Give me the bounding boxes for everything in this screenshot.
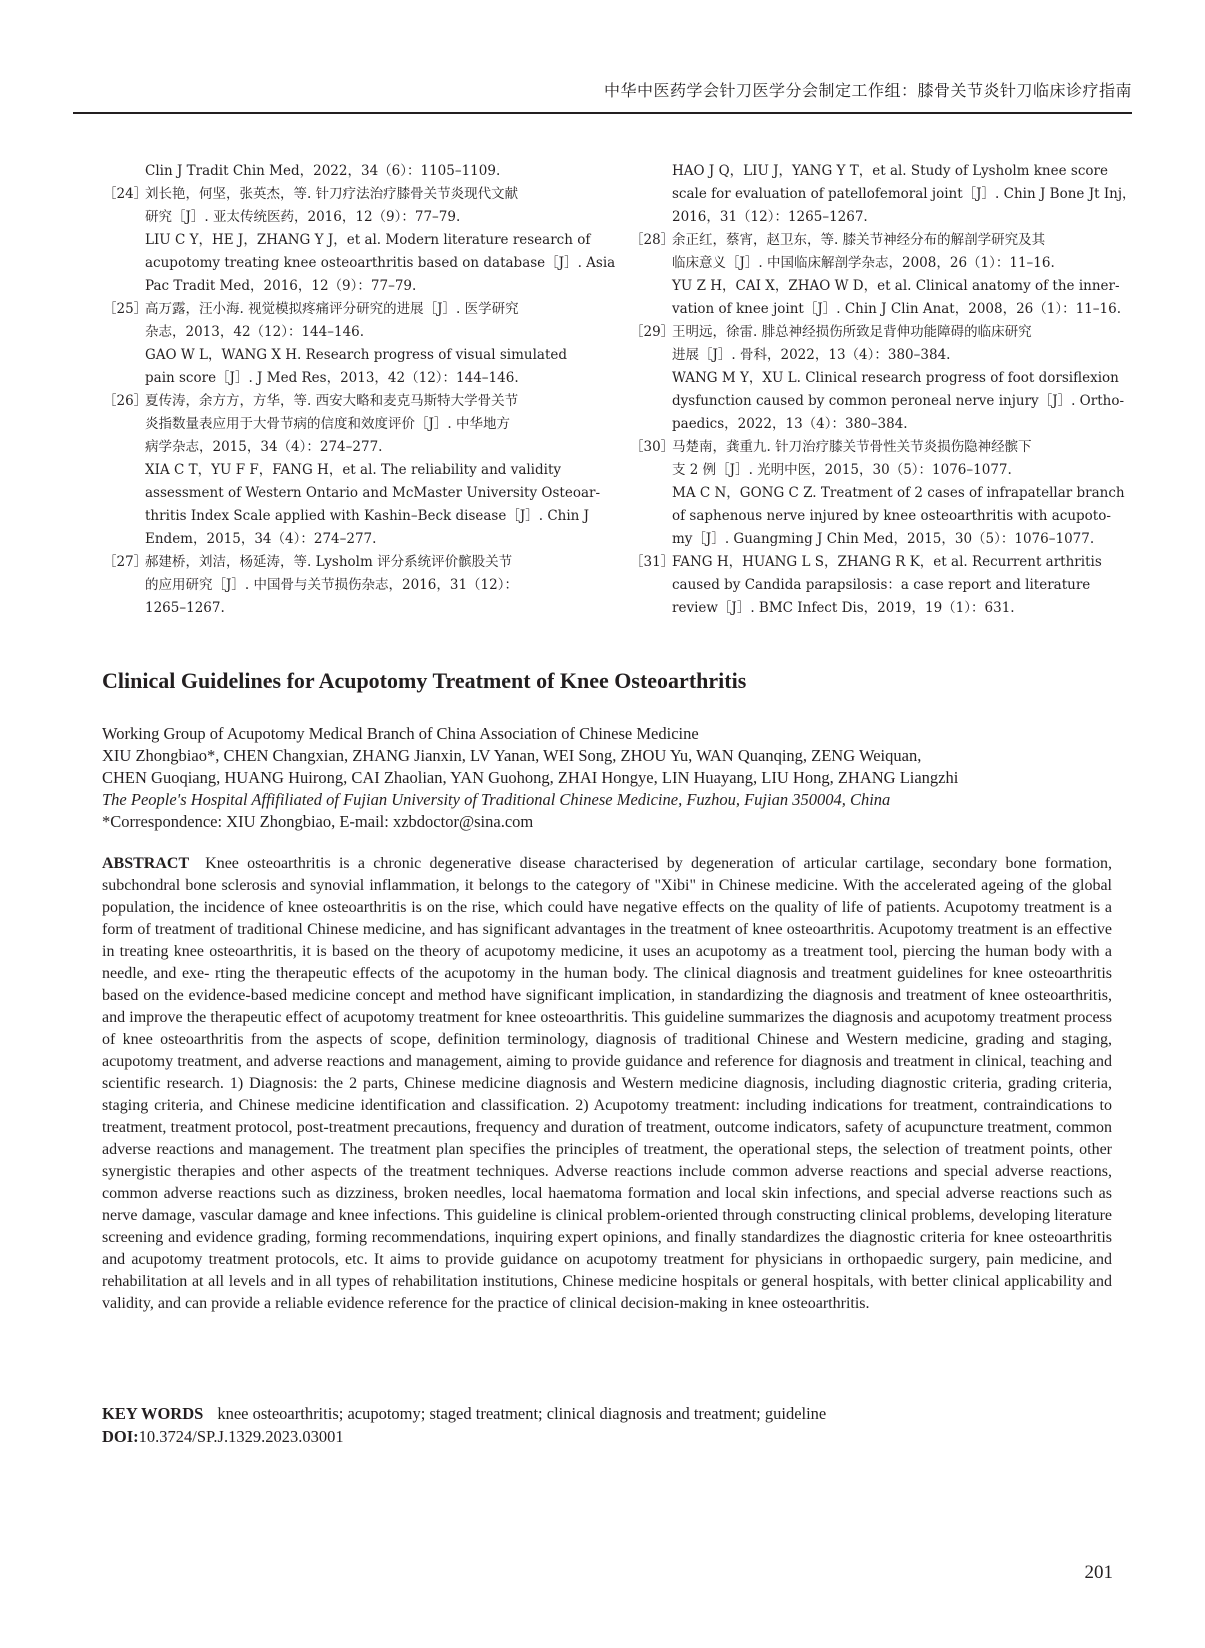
reference-line: Pac Tradit Med，2016，12（9）：77–79.	[145, 278, 417, 294]
reference-line: acupotomy treating knee osteoarthritis based on database［J］. Asia	[145, 255, 616, 271]
reference-line: 研究［J］. 亚太传统医药，2016，12（9）：77–79.	[145, 209, 461, 225]
reference-line: scale for evaluation of patellofemoral joint［J］. Chin J Bone Jt Inj，	[672, 186, 1136, 202]
reference-line: XIA C T，YU F F，FANG H，et al. The reliability and validity	[145, 462, 562, 478]
reference-line: 1265–1267.	[145, 600, 225, 616]
reference-line: assessment of Western Ontario and McMaster University Osteoar-	[145, 485, 601, 501]
article-front-matter	[102, 723, 1112, 833]
reference-continuation	[630, 160, 1136, 229]
reference-line: my［J］. Guangming J Chin Med，2015，30（5）：1076–1077.	[672, 531, 1095, 547]
reference-26	[103, 390, 601, 551]
reference-line: paedics，2022，13（4）：380–384.	[672, 416, 908, 432]
reference-line: 支 2 例［J］. 光明中医，2015，30（5）：1076–1077.	[672, 462, 1012, 478]
doi-label: DOI:	[102, 1427, 139, 1446]
keywords	[102, 1403, 826, 1425]
authors-line-1: XIU Zhongbiao*, CHEN Changxian, ZHANG Jianxin, LV Yanan, WEI Song, ZHOU Yu, WAN Quanqing, ZENG Weiquan,	[102, 746, 922, 765]
article-title: Clinical Guidelines for Acupotomy Treatment of Knee Osteoarthritis	[102, 668, 747, 693]
reference-line: thritis Index Scale applied with Kashin–Beck disease［J］. Chin J	[145, 508, 590, 524]
reference-number: ［29］	[630, 324, 675, 340]
working-group: Working Group of Acupotomy Medical Branch of China Association of Chinese Medicine	[102, 724, 699, 743]
reference-line: WANG M Y，XU L. Clinical research progress of foot dorsiflexion	[672, 370, 1119, 386]
abstract-text: Knee osteoarthritis is a chronic degenerative disease characterised by degeneration of articular cartilage, secondary bone formation, subchondral bone sclerosis and synovial inflammation, it belongs to the category of "Xibi" in Chinese medicine. With the accelerated ageing of the global population, the incidence of knee osteoarthritis is on the rise, which could have negative effects on the quality of life of patients. Acupotomy treatment is a form of treatment of traditional Chinese medicine, and has significant advantages in the treatment of knee osteoarthritis. Acupotomy treatment is an effective in treating knee osteoarthritis, it is based on the theory of acupotomy medicine, it uses an acupotomy as a treatment tool, piercing the human body with a needle, and exe- rting the therapeutic effects of the acupotomy in the human body. The clinical diagnosis and treatment guidelines for knee osteoarthritis based on the evidence-based medicine concept and method have significant implication, in standardizing the diagnosis and treatment of knee osteoarthritis, and improve the therapeutic effect of acupotomy treatment for knee osteoarthritis. This guideline summarizes the diagnosis and acupotomy treatment process of knee osteoarthritis from the aspects of scope, definition terminology, diagnosis of traditional Chinese and Western medicine, grading and staging, acupotomy treatment, and adverse reactions and management, aiming to provide guidance and reference for diagnosis and treatment in clinical, teaching and scientific research. 1) Diagnosis: the 2 parts, Chinese medicine diagnosis and Western medicine diagnosis, including diagnostic criteria, grading criteria, staging criteria, and Chinese medicine identification and classification. 2) Acupotomy treatment: including indications for treatment, contraindications to treatment, treatment protocol, post-treatment precautions, frequency and duration of treatment, outcome indicators, safety of acupuncture treatment, common adverse reactions and management. The treatment plan specifies the principles of treatment, the operational steps, the selection of treatment points, other synergistic therapies and other aspects of the treatment techniques. Adverse reactions include common adverse reactions and special adverse reactions, common adverse reactions such as dizziness, broken needles, local haematoma formation and local skin infections, and special adverse reactions such as nerve damage, vascular damage and knee infections. This guideline is clinical problem-oriented through constructing clinical problems, developing literature screening and evidence grading, forming recommendations, inquiring expert opinions, and finally standardizes the diagnostic criteria for knee osteoarthritis and acupotomy treatment protocols, etc. It aims to provide guidance on acupotomy treatment for physicians in orthopaedic surgery, pain medicine, and rehabilitation at all levels and in all types of rehabilitation institutions, Chinese medicine hospitals or general hospitals, with better clinical applicability and validity, and can provide a reliable evidence reference for the practice of clinical decision-making in knee osteoarthritis.	[102, 855, 1112, 1312]
reference-continuation	[103, 160, 583, 183]
reference-line: caused by Candida parapsilosis：a case report and literature	[672, 577, 1091, 593]
reference-line: 杂志，2013，42（12）：144–146.	[145, 324, 365, 340]
reference-line: Clin J Tradit Chin Med，2022，34（6）：1105–1109.	[145, 163, 501, 179]
reference-line: 炎指数量表应用于大骨节病的信度和效度评价［J］. 中华地方	[145, 416, 510, 432]
reference-line: 高万露，汪小海. 视觉模拟疼痛评分研究的进展［J］. 医学研究	[145, 301, 519, 317]
reference-number: ［30］	[630, 439, 675, 455]
reference-line: YU Z H，CAI X，ZHAO W D，et al. Clinical anatomy of the inner-	[672, 278, 1120, 294]
reference-25	[103, 298, 583, 390]
reference-line: pain score［J］. J Med Res，2013，42（12）：144–146.	[145, 370, 519, 386]
reference-line: 刘长艳，何坚，张英杰，等. 针刀疗法治疗膝骨关节炎现代文献	[145, 186, 519, 202]
reference-number: ［26］	[103, 393, 148, 409]
reference-line: 郝建桥，刘洁，杨延涛，等. Lysholm 评分系统评价髌股关节	[145, 554, 513, 570]
reference-30	[630, 436, 1125, 551]
header-rule	[73, 112, 1132, 114]
reference-31	[630, 551, 1120, 620]
reference-line: Endem，2015，34（4）：274–277.	[145, 531, 377, 547]
reference-number: ［31］	[630, 554, 675, 570]
reference-28	[630, 229, 1120, 321]
page-number: 201	[1084, 1562, 1113, 1583]
affiliation: The People's Hospital Affifiliated of Fujian University of Traditional Chinese Medicine, Fuzhou, Fujian 350004, China	[102, 790, 891, 809]
reference-line: 王明远，徐雷. 腓总神经损伤所致足背伸功能障碍的临床研究	[672, 324, 1032, 340]
reference-number: ［25］	[103, 301, 148, 317]
reference-line: of saphenous nerve injured by knee osteoarthritis with acupoto-	[672, 508, 1111, 524]
doi-text: 10.3724/SP.J.1329.2023.03001	[138, 1427, 344, 1446]
reference-line: 病学杂志，2015，34（4）：274–277.	[145, 439, 383, 455]
reference-line: vation of knee joint［J］. Chin J Clin Anat，2008，26（1）：11–16.	[672, 301, 1122, 317]
reference-line: 的应用研究［J］. 中国骨与关节损伤杂志，2016，31（12）：	[145, 577, 518, 593]
reference-line: HAO J Q，LIU J，YANG Y T，et al. Study of Lysholm knee score	[672, 163, 1108, 179]
abstract-label: ABSTRACT	[102, 855, 190, 872]
reference-27	[103, 551, 583, 620]
reference-line: LIU C Y，HE J，ZHANG Y J，et al. Modern literature research of	[145, 232, 591, 248]
keywords-text: knee osteoarthritis; acupotomy; staged treatment; clinical diagnosis and treatment; guideline	[217, 1404, 827, 1423]
reference-number: ［28］	[630, 232, 675, 248]
reference-line: dysfunction caused by common peroneal nerve injury［J］. Ortho-	[672, 393, 1125, 409]
reference-24	[103, 183, 616, 298]
running-head: 中华中医药学会针刀医学分会制定工作组：膝骨关节炎针刀临床诊疗指南	[603, 81, 1132, 100]
reference-line: FANG H，HUANG L S，ZHANG R K，et al. Recurrent arthritis	[672, 554, 1102, 570]
reference-number: ［27］	[103, 554, 148, 570]
authors-line-2: CHEN Guoqiang, HUANG Huirong, CAI Zhaolian, YAN Guohong, ZHAI Hongye, LIN Huayang, LIU Hong, ZHANG Liangzhi	[102, 768, 959, 787]
keywords-label: KEY WORDS	[102, 1404, 204, 1423]
reference-29	[630, 321, 1125, 436]
reference-number: ［24］	[103, 186, 148, 202]
reference-line: 夏传涛，余方方，方华，等. 西安大略和麦克马斯特大学骨关节	[145, 393, 519, 409]
reference-line: 2016，31（12）：1265–1267.	[672, 209, 868, 225]
doi	[102, 1427, 344, 1447]
abstract	[102, 853, 1112, 1315]
references-left-column	[103, 160, 616, 620]
reference-line: 余正红，蔡宵，赵卫东，等. 膝关节神经分布的解剖学研究及其	[672, 232, 1046, 248]
references-right-column	[630, 160, 1136, 620]
reference-line: 临床意义［J］. 中国临床解剖学杂志，2008，26（1）：11–16.	[672, 255, 1055, 271]
reference-line: 马楚南，龚重九. 针刀治疗膝关节骨性关节炎损伤隐神经髌下	[672, 439, 1032, 455]
reference-line: GAO W L，WANG X H. Research progress of visual simulated	[145, 347, 568, 363]
reference-line: MA C N，GONG C Z. Treatment of 2 cases of infrapatellar branch	[672, 485, 1125, 501]
correspondence: *Correspondence: XIU Zhongbiao, E-mail: xzbdoctor@sina.com	[102, 812, 534, 831]
reference-line: review［J］. BMC Infect Dis，2019，19（1）：631.	[672, 600, 1015, 616]
reference-line: 进展［J］. 骨科，2022，13（4）：380–384.	[672, 347, 951, 363]
